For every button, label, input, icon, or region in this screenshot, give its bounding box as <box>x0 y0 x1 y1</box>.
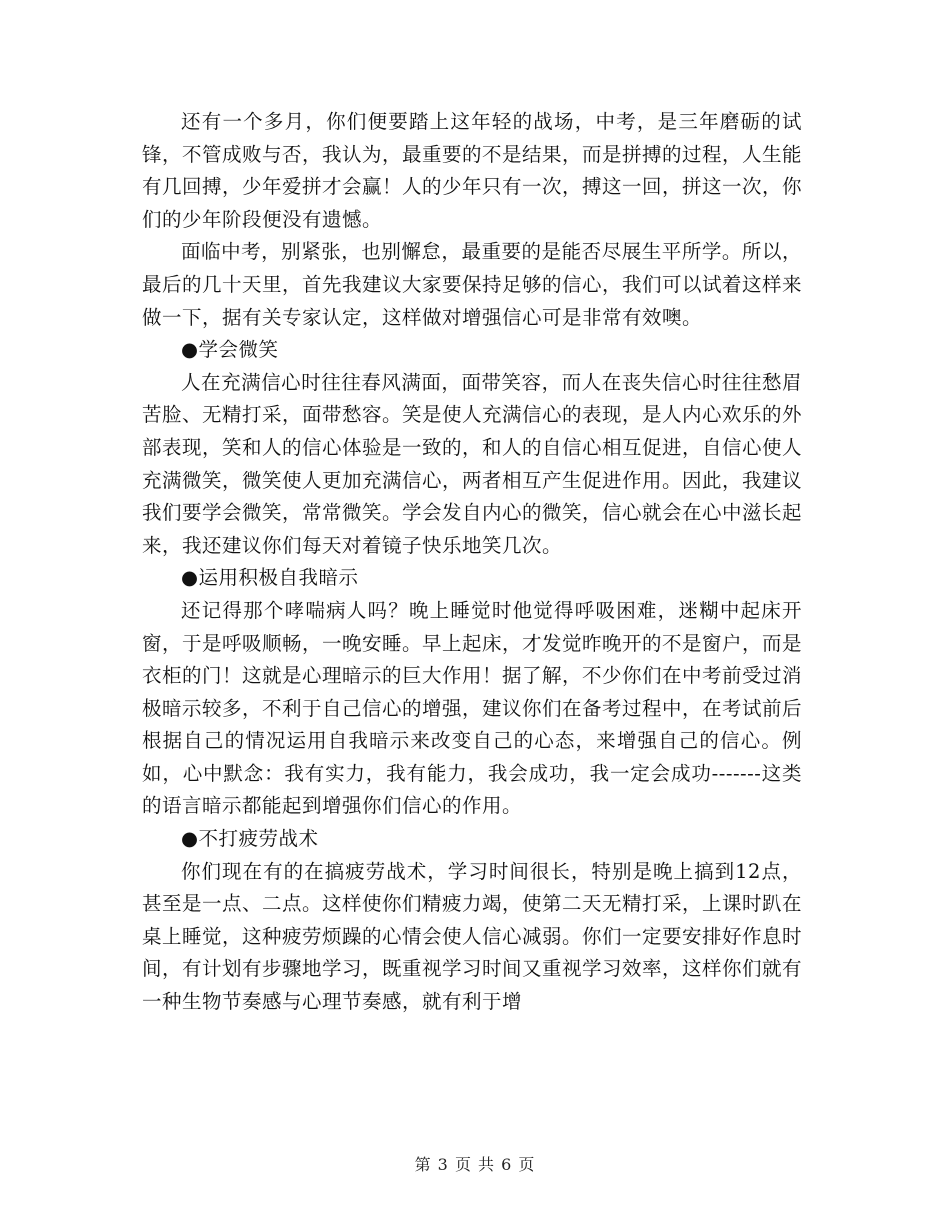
paragraph-smile: 人在充满信心时往往春风满面，面带笑容，而人在丧失信心时往往愁眉苦脸、无精打采，面带愁容。笑是使人充满信心的表现，是人内心欢乐的外部表现，笑和人的信心体验是一致的，和人的自信心相互促进，自信心使人充满微笑，微笑使人更加充满信心，两者相互产生促进作用。因此，我建议我们要学会微笑，常常微笑。学会发自内心的微笑，信心就会在心中滋长起来，我还建议你们每天对着镜子快乐地笑几次。 <box>142 370 803 557</box>
page-number-footer: 第 3 页 共 6 页 <box>414 1155 536 1174</box>
heading-no-fatigue: ●不打疲劳战术 <box>181 827 319 851</box>
heading-smile: ●学会微笑 <box>181 338 279 362</box>
paragraph-self-suggestion: 还记得那个哮喘病人吗？晚上睡觉时他觉得呼吸困难，迷糊中起床开窗，于是呼吸顺畅，一晚安睡。早上起床，才发觉昨晚开的不是窗户，而是衣柜的门！这就是心理暗示的巨大作用！据了解，不少你们在中考前受过消极暗示较多，不利于自己信心的增强，建议你们在备考过程中，在考试前后根据自己的情况运用自我暗示来改变自己的心态，来增强自己的信心。例如，心中默念：我有实力，我有能力，我会成功，我一定会成功-------这类的语言暗示都能起到增强你们信心的作用。 <box>142 598 803 818</box>
paragraph-confidence: 面临中考，别紧张，也别懈怠，最重要的是能否尽展生平所学。所以，最后的几十天里，首先我建议大家要保持足够的信心，我们可以试着这样来做一下，据有关专家认定，这样做对增强信心可是非常有效噢。 <box>142 240 803 329</box>
document-body <box>142 106 802 1019</box>
paragraph-intro: 还有一个多月，你们便要踏上这年轻的战场，中考，是三年磨砺的试锋，不管成败与否，我认为，最重要的不是结果，而是拼搏的过程，人生能有几回搏，少年爱拼才会赢！人的少年只有一次，搏这一回，拼这一次，你们的少年阶段便没有遗憾。 <box>142 110 803 231</box>
heading-self-suggestion: ●运用积极自我暗示 <box>181 566 359 590</box>
paragraph-no-fatigue: 你们现在有的在搞疲劳战术，学习时间很长，特别是晚上搞到12点，甚至是一点、二点。这样使你们精疲力竭，使第二天无精打采，上课时趴在桌上睡觉，这种疲劳烦躁的心情会使人信心减弱。你们一定要安排好作息时间，有计划有步骤地学习，既重视学习时间又重视学习效率，这样你们就有一种生物节奏感与心理节奏感，就有利于增 <box>142 859 803 1014</box>
